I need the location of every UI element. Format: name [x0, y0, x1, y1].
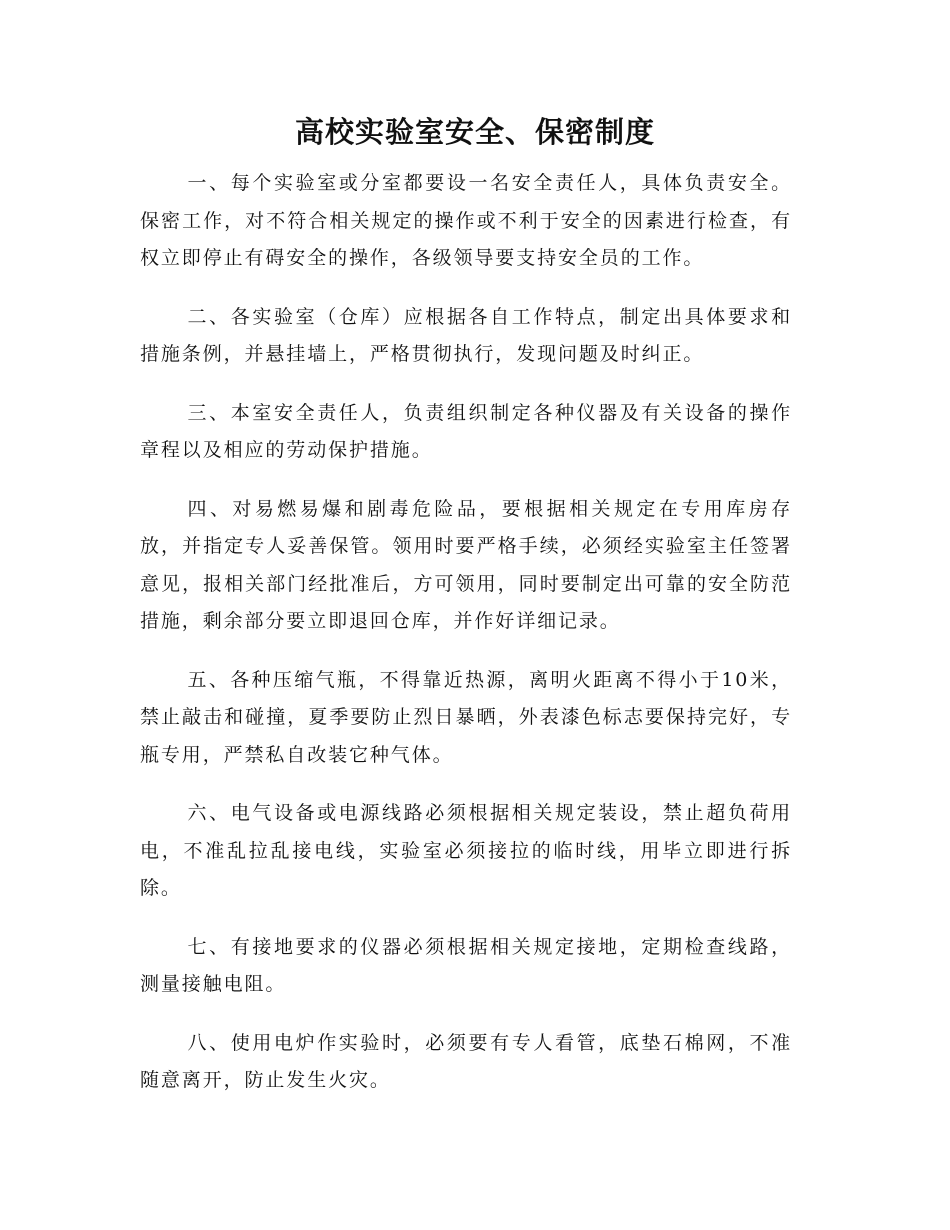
paragraph-4: 四、对易燃易爆和剧毒危险品，要根据相关规定在专用库房存放，并指定专人妥善保管。领用时要严格手续，必须经实验室主任签署意见，报相关部门经批准后，方可领用，同时要制定出可靠的安全防范措施，剩余部分要立即退回仓库，并作好详细记录。 [140, 497, 792, 632]
document-body [140, 165, 792, 1121]
paragraph-7: 七、有接地要求的仪器必须根据相关规定接地，定期检查线路，测量接触电阻。 [140, 935, 792, 995]
paragraph-8: 八、使用电炉作实验时，必须要有专人看管，底垫石棉网，不准随意离开，防止发生火灾。 [140, 1031, 792, 1091]
paragraph-3: 三、本室安全责任人，负责组织制定各种仪器及有关设备的操作章程以及相应的劳动保护措施。 [140, 401, 792, 461]
paragraph-1: 一、每个实验室或分室都要设一名安全责任人，具体负责安全。保密工作，对不符合相关规定的操作或不利于安全的因素进行检查，有权立即停止有碍安全的操作，各级领导要支持安全员的工作。 [140, 172, 792, 269]
paragraph-2: 二、各实验室（仓库）应根据各自工作特点，制定出具体要求和措施条例，并悬挂墙上，严格贯彻执行，发现问题及时纠正。 [140, 305, 792, 365]
paragraph-5: 五、各种压缩气瓶，不得靠近热源，离明火距离不得小于10米，禁止敲击和碰撞，夏季要防止烈日暴晒，外表漆色标志要保持完好，专瓶专用，严禁私自改装它种气体。 [140, 668, 792, 766]
paragraph-6: 六、电气设备或电源线路必须根据相关规定装设，禁止超负荷用电，不准乱拉乱接电线，实验室必须接拉的临时线，用毕立即进行拆除。 [140, 802, 792, 899]
document-title: 高校实验室安全、保密制度 [294, 115, 655, 149]
